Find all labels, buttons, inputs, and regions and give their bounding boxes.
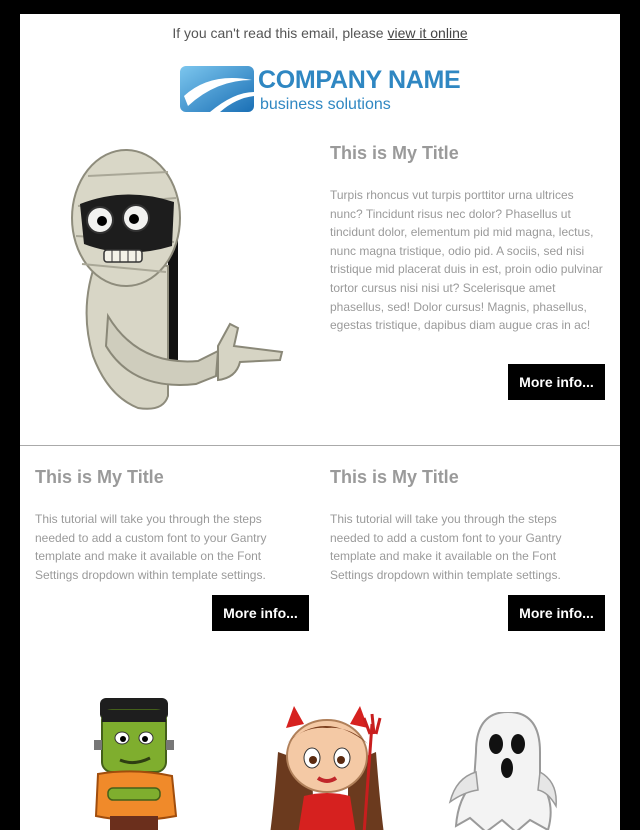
email-container: [20, 14, 620, 830]
company-logo: [180, 66, 470, 116]
view-online-link[interactable]: view it online: [387, 25, 468, 41]
logo-tagline: business solutions: [260, 96, 391, 113]
preheader-text: If you can't read this email, please: [172, 25, 388, 41]
devil-girl-illustration: [264, 704, 394, 830]
column-2-more-info-button[interactable]: More info...: [508, 595, 605, 631]
ghost-illustration: [448, 712, 558, 830]
column-1-body: This tutorial will take you through the steps needed to add a custom font to your Gantry template and make it available on the Font Settings dropdown within template settings.: [35, 512, 267, 582]
hero-body: Turpis rhoncus vut turpis porttitor urna ultrices nunc? Tincidunt risus nec dolor? Phasellus ut tincidunt dolor, elementum pid mid magna, lectus, nunc magna tristique, odio pid. A sociis, sed nisi tristique mid placerat duis in est, proin odio pulvinar tortor cursus nisi nisi ut? Scelerisque amet phasellus, sed! Dolor cursus! Magnis, phasellus, egestas tristique, dapibus diam augue cras in ac!: [330, 188, 603, 333]
mummy-illustration: [68, 146, 298, 416]
column-2-title: This is My Title: [330, 467, 459, 487]
logo-swoosh-icon: [180, 66, 254, 112]
frankenstein-illustration: [92, 696, 182, 830]
section-divider: [20, 445, 620, 446]
hero-title: This is My Title: [330, 143, 459, 163]
column-1-more-info-button[interactable]: More info...: [212, 595, 309, 631]
column-1-title: This is My Title: [35, 467, 164, 487]
logo-company-name: COMPANY NAME: [258, 66, 461, 94]
preheader: [20, 25, 620, 41]
hero-more-info-button[interactable]: More info...: [508, 364, 605, 400]
column-2-body: This tutorial will take you through the steps needed to add a custom font to your Gantry template and make it available on the Font Settings dropdown within template settings.: [330, 512, 562, 582]
